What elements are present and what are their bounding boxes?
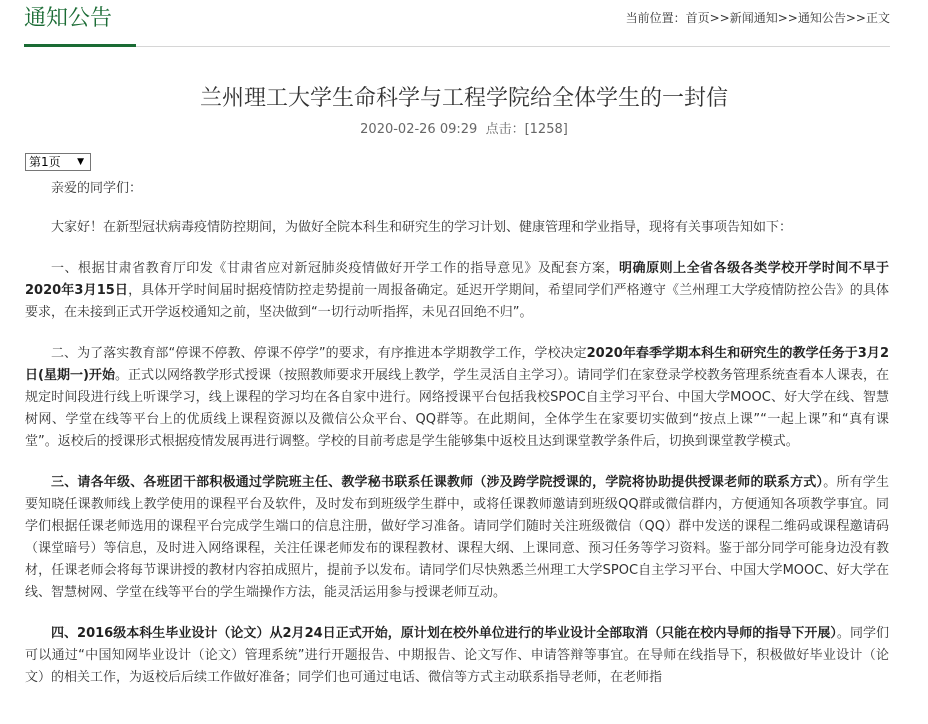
breadcrumb-item-news[interactable]: 新闻通知 <box>729 11 778 25</box>
article-meta <box>0 120 928 140</box>
intro-paragraph: 大家好！在新型冠状病毒疫情防控期间，为做好全院本科生和研究生的学习计划、健康管理和学业指导，现将有关事项告知如下： <box>51 220 793 235</box>
breadcrumb-item-notices[interactable]: 通知公告 <box>797 11 846 25</box>
greeting: 亲爱的同学们： <box>51 181 143 196</box>
breadcrumb-separator: >> <box>777 11 798 25</box>
breadcrumb-prefix: 当前位置： <box>625 11 686 25</box>
breadcrumb <box>626 9 890 27</box>
p2-text-a: 二、为了落实教育部“停课不停教、停课不停学”的要求，有序推进本学期教学工作，学校决定 <box>51 346 587 361</box>
p3-text-c: 。所有学生要知晓任课教师线上教学使用的课程平台及软件，及时发布到班级学生群中，或将任课教师邀请到班级QQ群或微信群内，方便通知各项教学事宜。同学们根据任课老师选用的课程平台完成学生端口的信息注册，做好学习准备。请同学们随时关注班级微信（QQ）群中发送的课程二维码或课程邀请码（课堂暗号）等信息，及时进入网络课程，关注任课老师发布的课程教材、课程大纲、上课同意、预习任务等学习资料。鉴于部分同学可能身边没有教材，任课老师会将每节课讲授的教材内容拍成照片，提前予以发布。请同学们尽快熟悉兰州理工大学SPOC自主学习平台、中国大学MOOC、好大学在线、智慧树网、学堂在线等平台的学生端操作方法，能灵活运用参与授课老师互动。 <box>25 475 889 600</box>
hits-count: [1258] <box>524 122 568 137</box>
p1-text-a: 一、根据甘肃省教育厅印发《甘肃省应对新冠肺炎疫情做好开学工作的指导意见》及配套方案， <box>51 261 620 276</box>
p1-text-c: ，具体开学时间届时据疫情防控走势提前一周报备确定。延迟开学期间，希望同学们严格遵守《兰州理工大学疫情防控公告》的具体要求，在未接到正式开学返校通知之前，坚决做到“一切行动听指挥，未见召回绝不归”。 <box>25 283 889 320</box>
paragraph-1 <box>25 258 889 324</box>
section-title-underline <box>24 44 136 47</box>
dropdown-arrow-icon: ▼ <box>77 157 84 167</box>
p2-text-c: 。正式以网络教学形式授课（按照教师要求开展线上教学，学生灵活自主学习）。请同学们在家登录学校教务管理系统查看本人课表，在规定时间段进行线上听课学习，线上课程的学习均在各自家中进行。网络授课平台包括我校SPOC自主学习平台、中国大学MOOC、好大学在线、智慧树网、学堂在线等平台上的优质线上课程资源以及微信公众平台、QQ群等。在此期间，全体学生在家要切实做到“按点上课”“一起上课”和“真有课堂”。返校后的授课形式根据疫情发展再进行调整。学校的目前考虑是学生能够集中返校且达到课堂教学条件后，切换到课堂教学模式。 <box>25 368 889 449</box>
hits-label: 点击： <box>485 122 525 137</box>
p4-bold: 四、2016级本科生毕业设计（论文）从2月24日正式开始，原计划在校外单位进行的毕业设计全部取消（只能在校内导师的指导下开展） <box>51 626 837 641</box>
article-body <box>25 178 889 708</box>
p1-bold: 明确原则上全省各级各类学校开学时间不早于2020年3月15日 <box>25 261 889 298</box>
p4-text-c: 。同学们可以通过“中国知网毕业设计（论文）管理系统”进行开题报告、中期报告、论文写作、申请答辩等事宜。在导师在线指导下，积极做好毕业设计（论文）的相关工作，为返校后后续工作做好准备；同学们也可通过电话、微信等方式主动联系指导老师，在老师指 <box>25 626 889 685</box>
p3-bold: 三、请各年级、各班团干部积极通过学院班主任、教学秘书联系任课教师（涉及跨学院授课的，学院将协助提供授课老师的联系方式） <box>51 475 824 490</box>
paragraph-3 <box>25 472 889 604</box>
paragraph-2 <box>25 343 889 453</box>
breadcrumb-item-current: 正文 <box>865 11 890 25</box>
article-date: 2020-02-26 09:29 <box>360 122 478 137</box>
paragraph-4 <box>25 623 889 689</box>
breadcrumb-item-home[interactable]: 首页 <box>685 11 710 25</box>
breadcrumb-separator: >> <box>709 11 730 25</box>
breadcrumb-separator: >> <box>845 11 866 25</box>
p2-bold: 2020年春季学期本科生和研究生的教学任务于3月2日(星期一)开始 <box>25 346 889 383</box>
page-header <box>24 0 890 47</box>
page-select[interactable] <box>25 153 91 171</box>
section-title: 通知公告 <box>24 6 113 31</box>
page-select-value: 第1页 <box>29 155 61 169</box>
article-title: 兰州理工大学生命科学与工程学院给全体学生的一封信 <box>199 86 728 111</box>
